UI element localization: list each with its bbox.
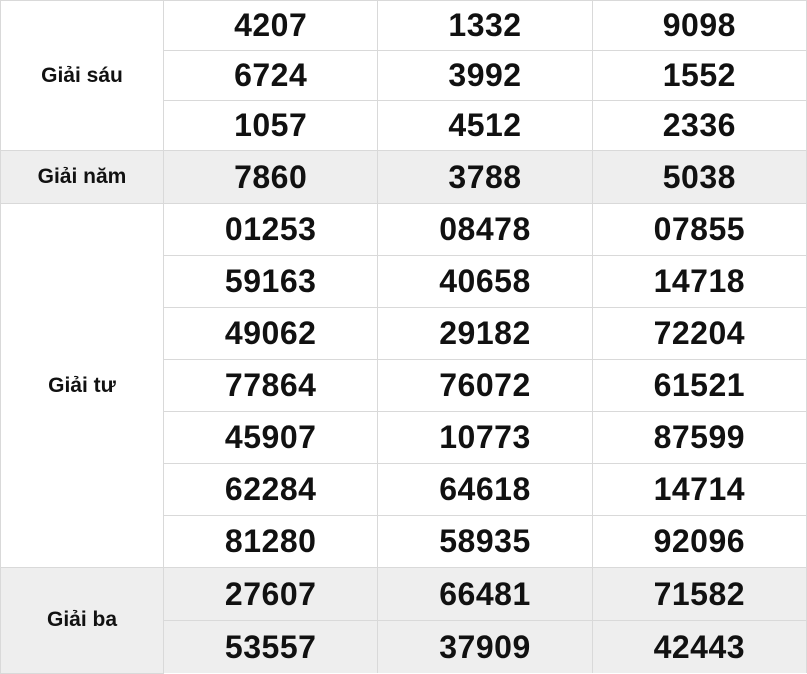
- prize-label-giai-ba: Giải ba: [1, 568, 164, 674]
- lottery-number: 58935: [378, 516, 592, 568]
- lottery-number: 5038: [592, 151, 806, 204]
- table-row: [1, 568, 807, 621]
- lottery-number: 64618: [378, 464, 592, 516]
- lottery-number: 87599: [592, 412, 806, 464]
- lottery-number: 14714: [592, 464, 806, 516]
- lottery-number: 76072: [378, 360, 592, 412]
- lottery-number: 2336: [592, 101, 806, 151]
- lottery-number: 1552: [592, 51, 806, 101]
- prize-label-giai-tu: Giải tư: [1, 204, 164, 568]
- lottery-number: 1332: [378, 1, 592, 51]
- lottery-number: 07855: [592, 204, 806, 256]
- lottery-number: 61521: [592, 360, 806, 412]
- lottery-number: 40658: [378, 256, 592, 308]
- lottery-number: 42443: [592, 621, 806, 674]
- lottery-number: 92096: [592, 516, 806, 568]
- lottery-number: 08478: [378, 204, 592, 256]
- table-row: [1, 1, 807, 51]
- lottery-number: 6724: [164, 51, 378, 101]
- lottery-number: 3788: [378, 151, 592, 204]
- lottery-number: 72204: [592, 308, 806, 360]
- lottery-number: 1057: [164, 101, 378, 151]
- lottery-number: 4207: [164, 1, 378, 51]
- lottery-number: 37909: [378, 621, 592, 674]
- table-row: [1, 151, 807, 204]
- prize-label-giai-nam: Giải năm: [1, 151, 164, 204]
- lottery-number: 01253: [164, 204, 378, 256]
- lottery-number: 29182: [378, 308, 592, 360]
- lottery-number: 53557: [164, 621, 378, 674]
- lottery-table-body: [1, 1, 807, 674]
- lottery-number: 9098: [592, 1, 806, 51]
- prize-label-giai-sau: Giải sáu: [1, 1, 164, 151]
- lottery-number: 49062: [164, 308, 378, 360]
- lottery-number: 45907: [164, 412, 378, 464]
- lottery-number: 4512: [378, 101, 592, 151]
- table-row: [1, 204, 807, 256]
- lottery-number: 71582: [592, 568, 806, 621]
- lottery-number: 81280: [164, 516, 378, 568]
- lottery-number: 77864: [164, 360, 378, 412]
- lottery-number: 66481: [378, 568, 592, 621]
- lottery-number: 27607: [164, 568, 378, 621]
- lottery-number: 3992: [378, 51, 592, 101]
- lottery-number: 10773: [378, 412, 592, 464]
- lottery-number: 14718: [592, 256, 806, 308]
- lottery-number: 7860: [164, 151, 378, 204]
- lottery-number: 62284: [164, 464, 378, 516]
- lottery-number: 59163: [164, 256, 378, 308]
